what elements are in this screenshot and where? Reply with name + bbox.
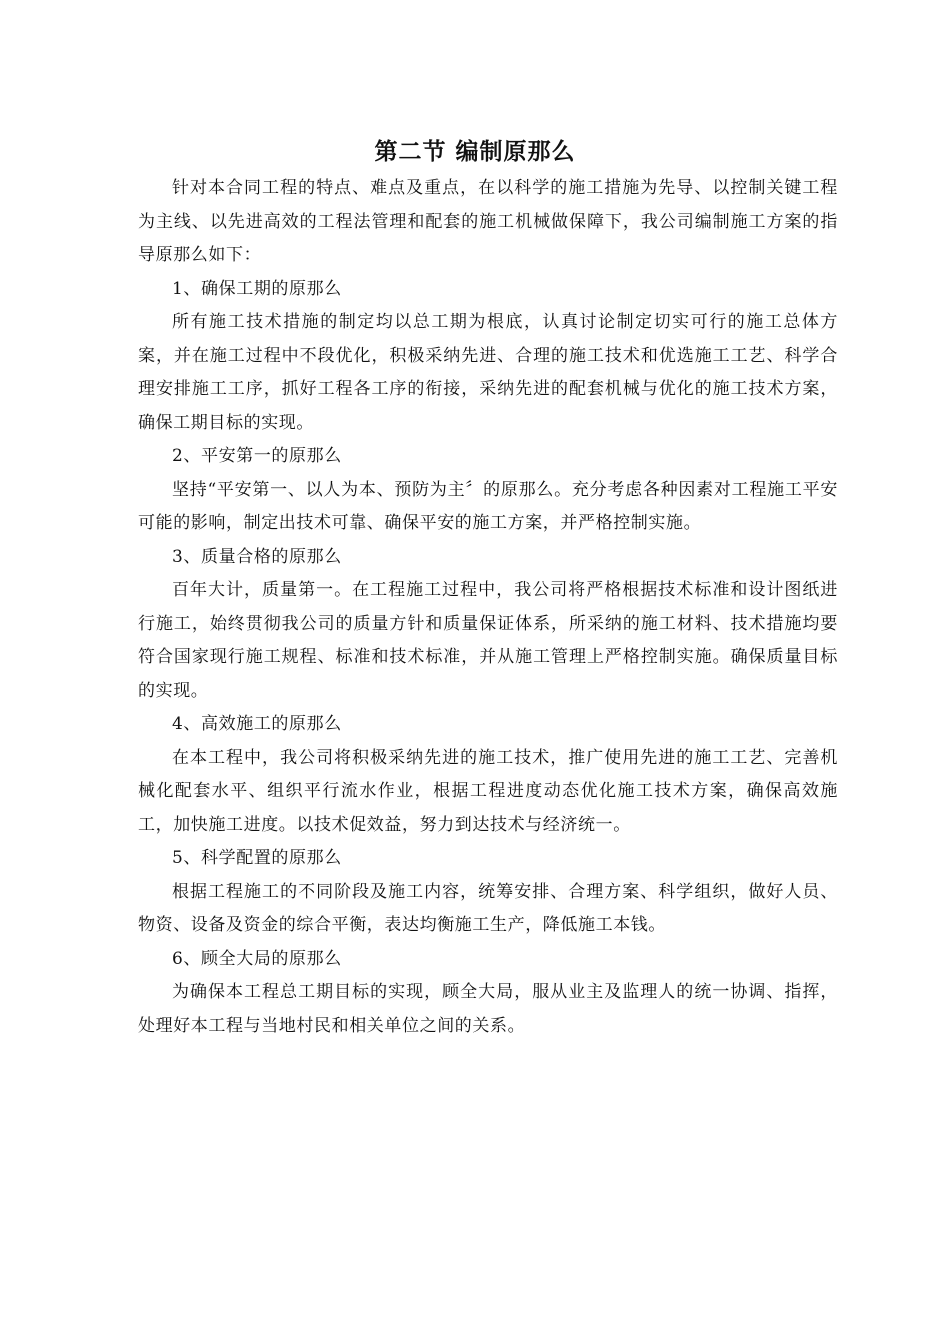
section-text-1: 所有施工技术措施的制定均以总工期为根底，认真讨论制定切实可行的施工总体方案，并在施工过程中不段优化，积极采纳先进、合理的施工技术和优选施工工艺、科学合理安排施工工序，抓好工程各工序的衔接，采纳先进的配套机械与优化的施工技术方案，确保工期目标的实现。 — [138, 312, 838, 433]
section-heading-6: 6、顾全大局的原那么 — [172, 948, 342, 969]
document-body — [138, 172, 838, 1043]
section-heading-5: 5、科学配置的原那么 — [172, 848, 342, 868]
section-heading-3: 3、质量合格的原那么 — [172, 546, 342, 567]
intro-paragraph: 针对本合同工程的特点、难点及重点，在以科学的施工措施为先导、以控制关键工程为主线、以先进高效的工程法管理和配套的施工机械做保障下，我公司编制施工方案的指导原那么如下： — [138, 178, 838, 265]
section-heading-4: 4、高效施工的原那么 — [172, 714, 342, 734]
section-text-5: 根据工程施工的不同阶段及施工内容，统筹安排、合理方案、科学组织，做好人员、物资、设备及资金的综合平衡，表达均衡施工生产，降低施工本钱。 — [138, 881, 838, 935]
section-heading-1: 1、确保工期的原那么 — [172, 278, 342, 299]
section-text-6: 为确保本工程总工期目标的实现，顾全大局，服从业主及监理人的统一协调、指挥，处理好本工程与当地村民和相关单位之间的关系。 — [138, 982, 838, 1036]
section-text-3: 百年大计，质量第一。在工程施工过程中，我公司将严格根据技术标准和设计图纸进行施工，始终贯彻我公司的质量方针和质量保证体系，所采纳的施工材料、技术措施均要符合国家现行施工规程、标准和技术标准，并从施工管理上严格控制实施。确保质量目标的实现。 — [138, 580, 838, 701]
section-text-2: 坚持“平安第一、以人为本、预防为主〞的原那么。充分考虑各种因素对工程施工平安可能的影响，制定出技术可靠、确保平安的施工方案，并严格控制实施。 — [138, 479, 838, 533]
section-title: 第二节 编制原那么 — [374, 139, 576, 165]
section-heading-2: 2、平安第一的原那么 — [172, 446, 342, 466]
section-text-4: 在本工程中，我公司将积极采纳先进的施工技术，推广使用先进的施工工艺、完善机械化配套水平、组织平行流水作业，根据工程进度动态优化施工技术方案，确保高效施工，加快施工进度。以技术促效益，努力到达技术与经济统一。 — [138, 747, 838, 835]
